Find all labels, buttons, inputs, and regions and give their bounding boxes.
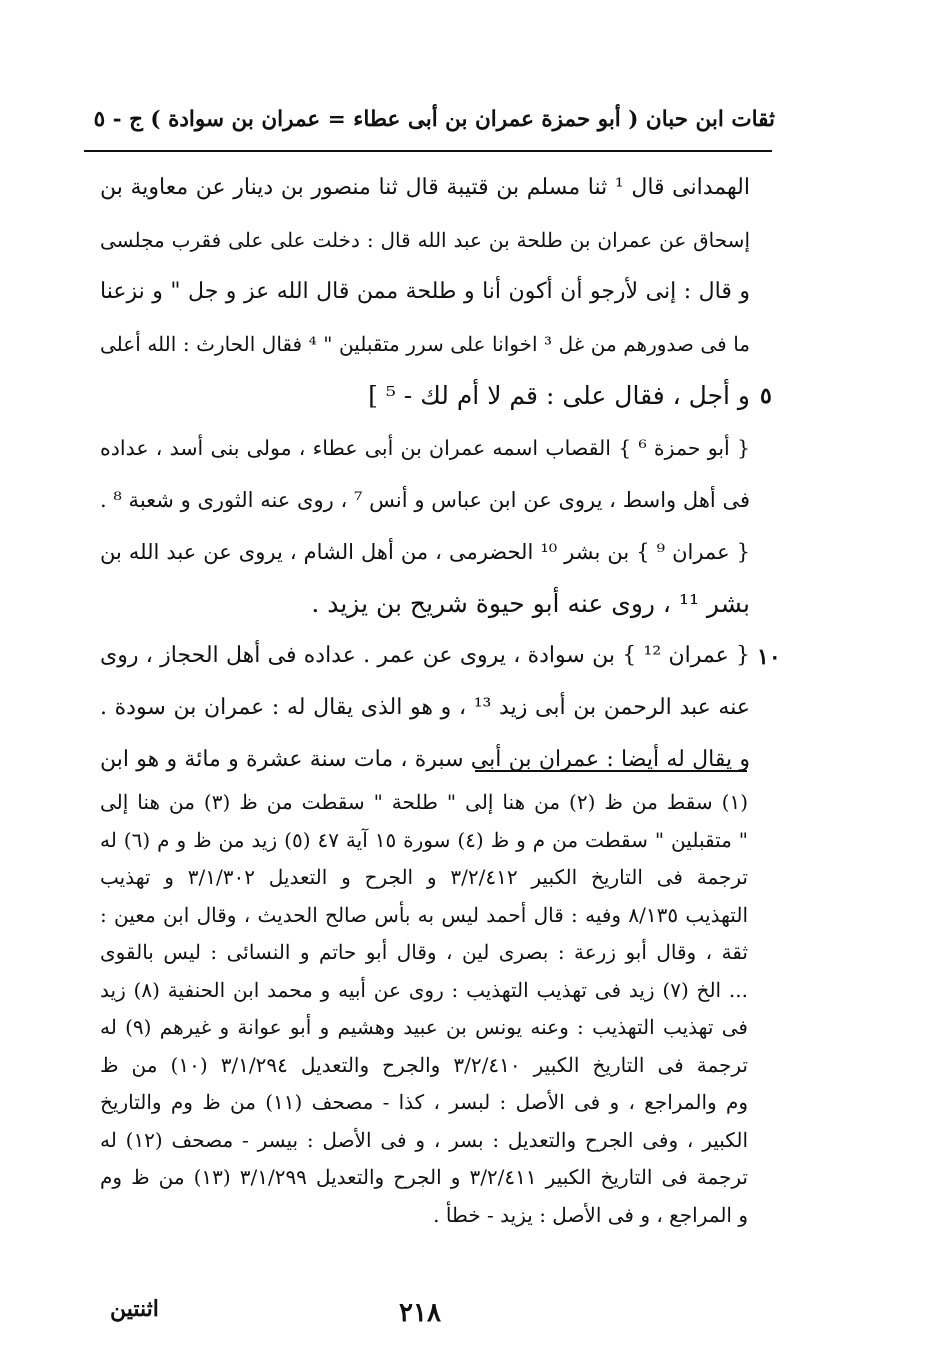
text-line: ما فى صدورهم من غل ³ اخوانا على سرر متقبلين " ⁴ فقال الحارث : الله أعلى xyxy=(100,332,750,356)
text-line: { عمران ⁹ } بن بشر ¹⁰ الحضرمى ، من أهل الشام ، يروى عن عبد الله بن xyxy=(100,540,750,564)
text-line: بشر ¹¹ ، روى عنه أبو حيوة شريح بن يزيد . xyxy=(311,589,750,618)
footnote-line: التهذيب ٨/١٣٥ وفيه : قال أحمد ليس به بأس صالح الحديث ، وقال ابن معين : xyxy=(100,902,748,927)
footnote-line: ثقة ، وقال أبو زرعة : بصرى لين ، وقال أبو حاتم و النسائى : ليس بالقوى xyxy=(100,940,748,964)
footnote-line: ترجمة فى التاريخ الكبير ٣/٢/٤١١ و الجرح والتعديل ٣/١/٢٩٩ (١٣) من ظ وم xyxy=(100,1165,748,1189)
text-line: { أبو حمزة ⁶ } القصاب اسمه عمران بن أبى عطاء ، مولى بنى أسد ، عداده xyxy=(100,436,750,460)
text-line: إسحاق عن عمران بن طلحة بن عبد الله قال : دخلت على على فقرب مجلسى xyxy=(100,228,751,252)
footnote-line: ترجمة فى التاريخ الكبير ٣/٢/٤١٢ و الجرح و التعديل ٣/١/٣٠٢ و تهذيب xyxy=(100,865,748,889)
footnote-line: فى تهذيب التهذيب : وعنه يونس بن عبيد وهشيم و أبو عوانة و غيرهم (٩) له xyxy=(100,1015,748,1039)
text-line: و يقال له أيضا : عمران بن أبى سبرة ، مات سنة عشرة و مائة و هو ابن xyxy=(100,747,750,772)
running-header: ثقات ابن حبان ( أبو حمزة عمران بن أبى عطاء = عمران بن سوادة ) ج - ٥ xyxy=(93,107,775,132)
footnote-line: " متقبلين " سقطت من م و ظ (٤) سورة ١٥ آية ٤٧ (٥) زيد من ظ و م (٦) له xyxy=(100,827,749,852)
text-line: عنه عبد الرحمن بن أبى زيد ¹³ ، و هو الذى يقال له : عمران بن سودة . xyxy=(100,695,750,720)
main-text xyxy=(100,162,750,786)
footnote-line: الكبير ، وفى الجرح والتعديل : بسر ، و فى الأصل : بيسر - مصحف (١٢) له xyxy=(100,1127,748,1152)
footnote-line: وم والمراجع ، و فى الأصل : لبسر ، كذا - مصحف (١١) من ظ وم والتاريخ xyxy=(100,1090,748,1114)
text-line: و أجل ، فقال على : قم لا أم لك - ⁵ ] xyxy=(368,381,750,410)
text-line: الهمدانى قال ¹ ثنا مسلم بن قتيبة قال ثنا منصور بن دينار عن معاوية بن xyxy=(100,175,750,200)
footnote-rule xyxy=(475,770,747,772)
footnote-line: (١) سقط من ظ (٢) من هنا إلى " طلحة " سقطت من ظ (٣) من هنا إلى xyxy=(100,790,749,814)
text-line: { عمران ¹² } بن سوادة ، يروى عن عمر . عداده فى أهل الحجاز ، روى xyxy=(100,643,750,668)
text-line: و قال : إنى لأرجو أن أكون أنا و طلحة ممن قال الله عز و جل " و نزعنا xyxy=(100,279,750,304)
line-number-5: ٥ xyxy=(760,383,772,409)
signature-mark: اثنتين xyxy=(110,1296,159,1322)
footnote-line: و المراجع ، و فى الأصل : يزيد - خطأ . xyxy=(433,1202,748,1227)
header-rule xyxy=(84,150,772,152)
line-number-10: ١٠ xyxy=(757,644,781,670)
footnote-line: ... الخ (٧) زيد فى تهذيب التهذيب : روى عن أبيه و محمد ابن الحنفية (٨) زيد xyxy=(100,977,748,1002)
page-number: ٢١٨ xyxy=(399,1298,441,1328)
text-line: فى أهل واسط ، يروى عن ابن عباس و أنس ⁷ ، روى عنه الثورى و شعبة ⁸ . xyxy=(100,488,750,512)
footnote-line: ترجمة فى التاريخ الكبير ٣/٢/٤١٠ والجرح والتعديل ٣/١/٢٩٤ (١٠) من ظ xyxy=(100,1052,748,1077)
footnotes xyxy=(100,784,748,1234)
